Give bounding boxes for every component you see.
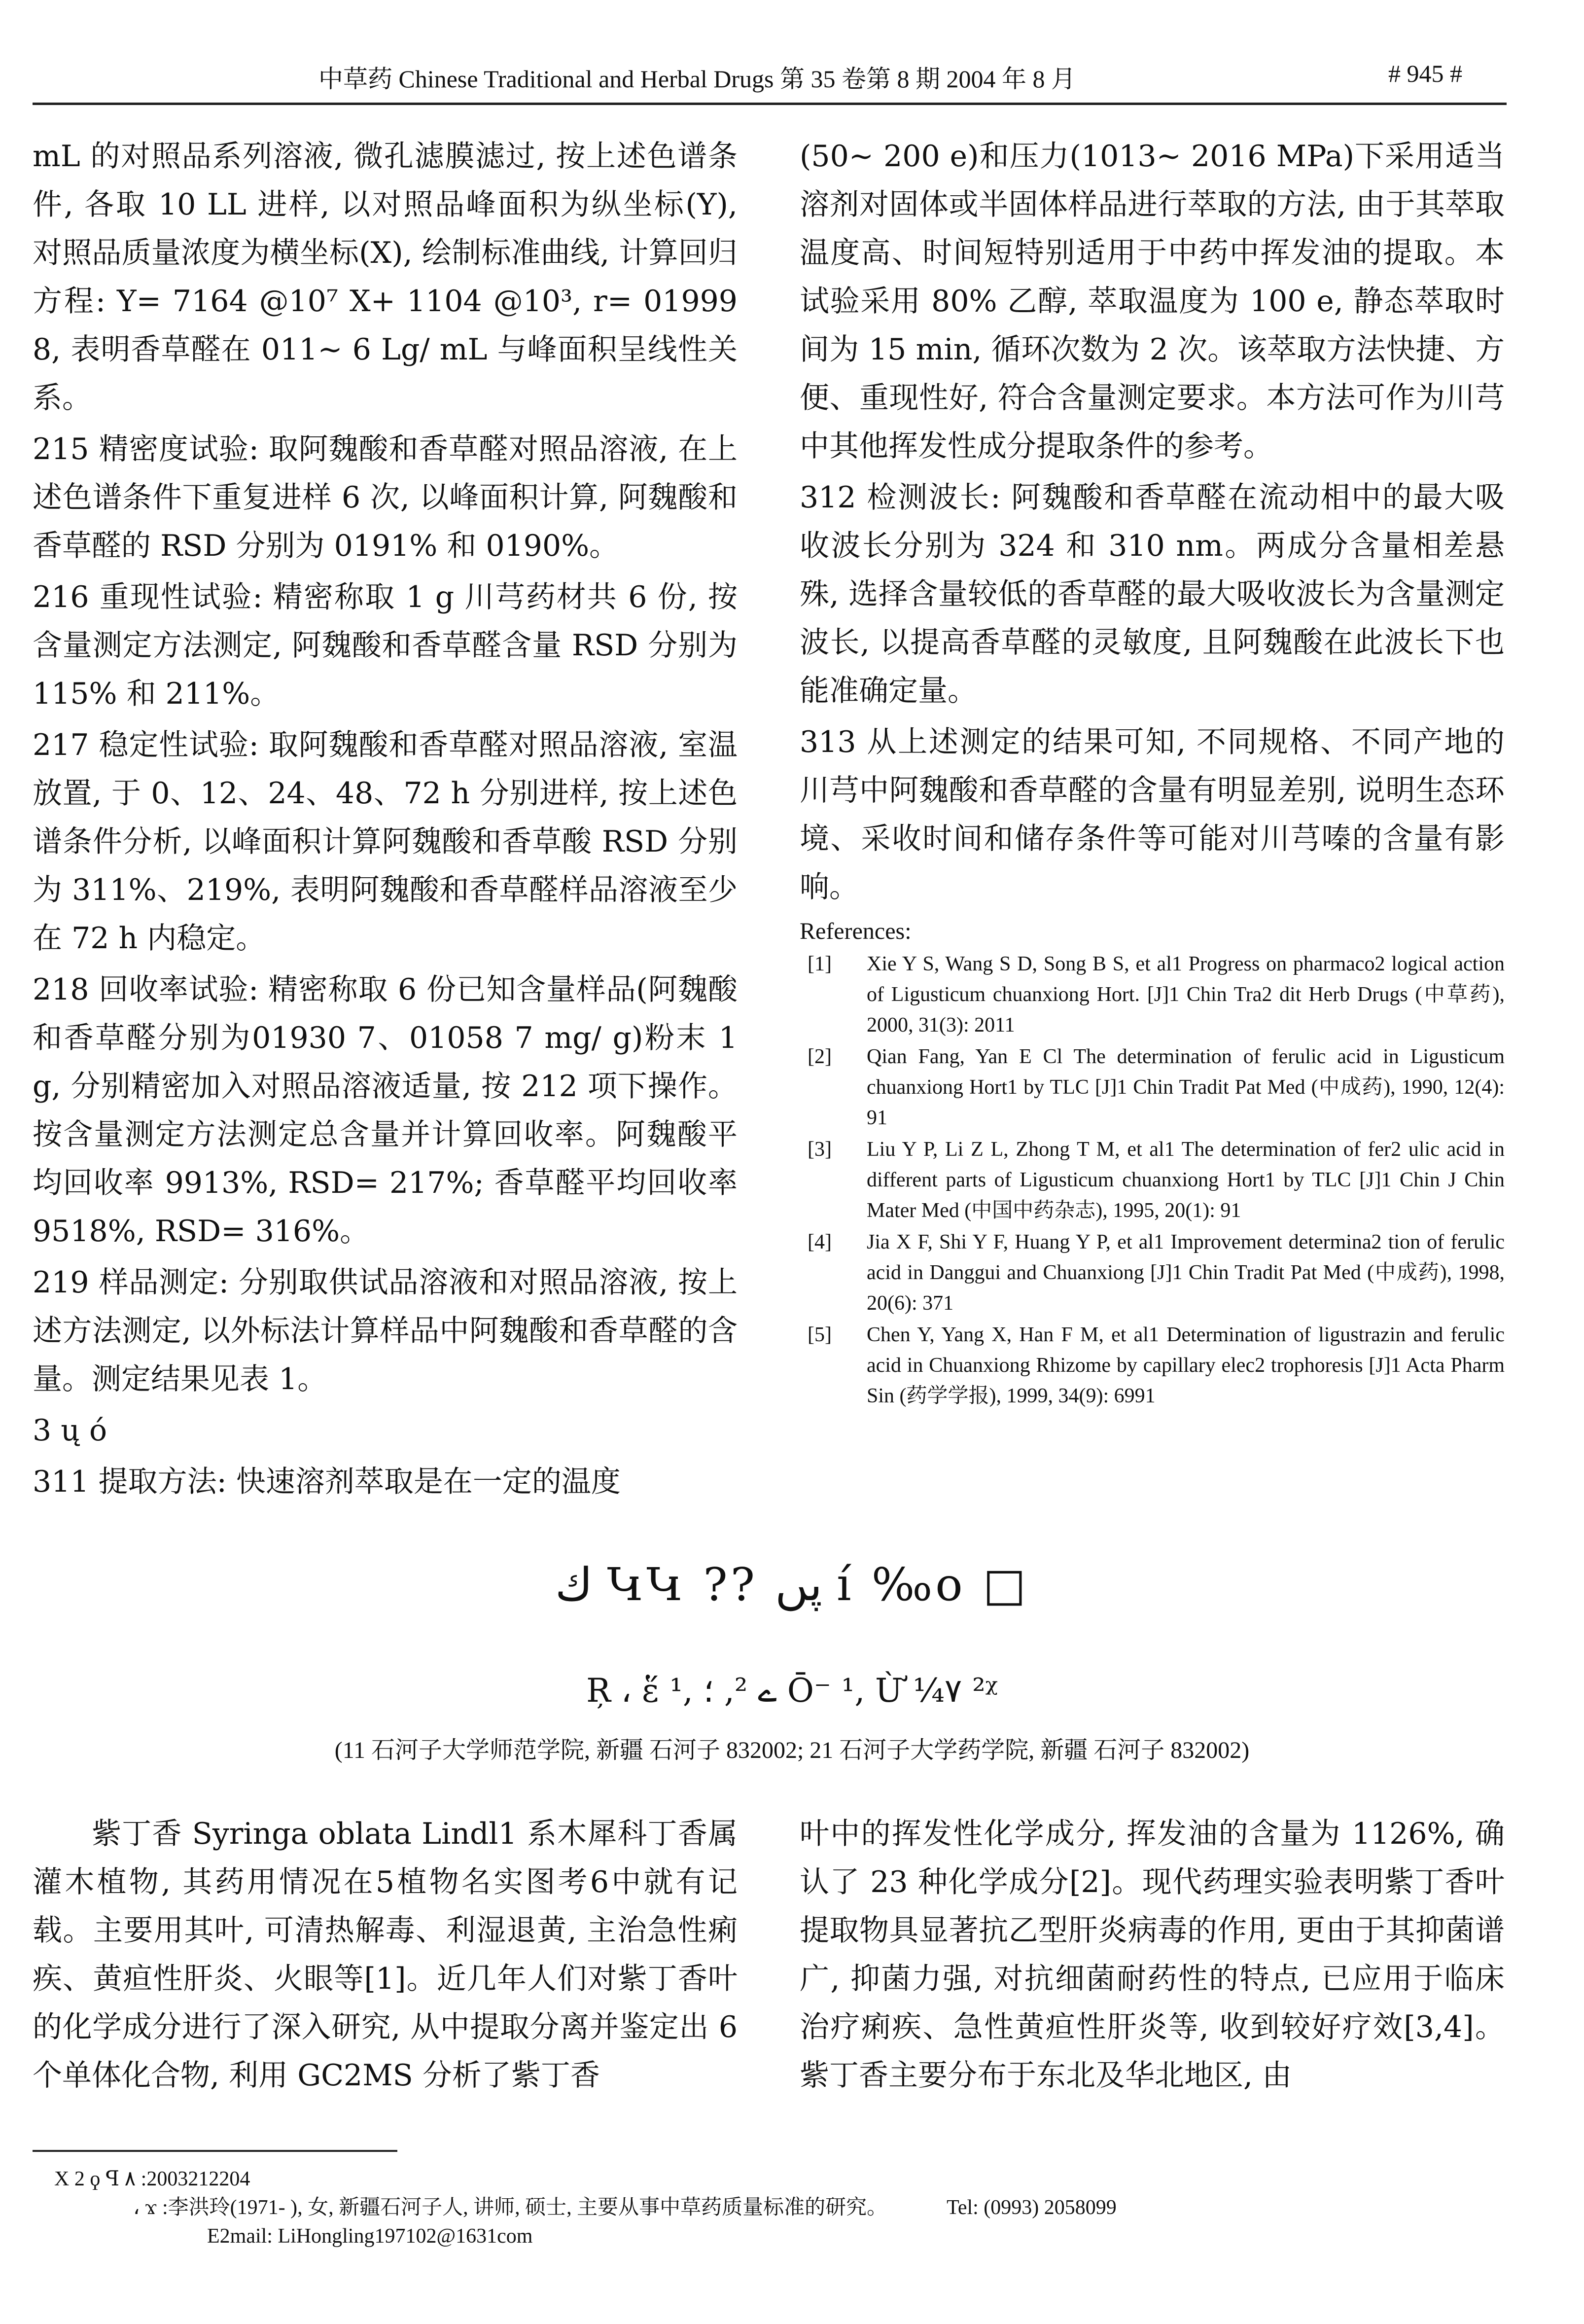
left-column-top [33, 132, 738, 1509]
paragraph: 叶中的挥发性化学成分, 挥发油的含量为 1126%, 确认了 23 种化学成分[2]。现代药理实验表明紫丁香叶提取物具显著抗乙型肝炎病毒的作用, 更由于其抑菌谱广, 抑菌力强, 对抗细菌耐药性的特点, 已应用于临床治疗痢疾、急性黄疸性肝炎等, 收到较好疗效[3,4]。紫丁香主要分布于东北及华北地区, 由 [800, 1817, 1505, 2093]
article-affiliation: (11 石河子大学师范学院, 新疆 石河子 832002; 21 石河子大学药学院, 新疆 石河子 832002) [334, 1737, 1250, 1763]
references-title: References: [800, 918, 912, 944]
reference-number: [5] [808, 1323, 832, 1346]
right-column-top [800, 132, 1505, 1412]
journal-info: 中草药 Chinese Traditional and Herbal Drugs 第 35 卷第 8 期 2004 年 8 月 [318, 65, 1076, 93]
reference-text: Xie Y S, Wang S D, Song B S, et al1 Progress on pharmaco2 logical action of Ligusticum chuanxiong Hort. [J]1 Chin Tra2 dit Herb Drugs (中草药), 2000, 31(3): 2011 [867, 953, 1505, 1037]
paragraph: 216 重现性试验: 精密称取 1 g 川芎药材共 6 份, 按含量测定方法测定, 阿魏酸和香草醛含量 RSD 分别为 115% 和 211%。 [33, 580, 738, 711]
footnotes [54, 2165, 1484, 2251]
reference-number: [3] [808, 1138, 832, 1161]
reference-number: [2] [808, 1045, 832, 1068]
paragraph: (50~ 200 e)和压力(1013~ 2016 MPa)下采用适当溶剂对固体或半固体样品进行萃取的方法, 由于其萃取温度高、时间短特别适用于中药中挥发油的提取。本试验采用 80% 乙醇, 萃取温度为 100 e, 静态萃取时间为 15 min, 循环次数为 2 次。该萃取方法快捷、方便、重现性好, 符合含量测定要求。本方法可作为川芎中其他挥发性成分提取条件的参考。 [800, 139, 1505, 464]
section-heading: 3 ų ó [33, 1413, 107, 1448]
reference-number: [4] [808, 1231, 832, 1253]
reference-number: [1] [808, 953, 832, 975]
reference-text: Jia X F, Shi Y F, Huang Y P, et al1 Improvement determina2 tion of ferulic acid in Danggui and Chuanxiong [J]1 Chin Tradit Pat Med (中成药), 1998, 20(6): 371 [867, 1231, 1505, 1315]
article-authors: Ŗ ، ἕ ¹, ے ², ؛ Ō⁻ ¹, Ừ ¼۷ ²ᵡ [586, 1672, 998, 1710]
reference-item [800, 949, 1505, 1040]
footnote-author: ، ϫ :李洪玲(1971- ), 女, 新疆石河子人, 讲师, 硕士, 主要从事中草药质量标准的研究。 [133, 2196, 888, 2219]
paragraph: 311 提取方法: 快速溶剂萃取是在一定的温度 [33, 1465, 621, 1499]
paragraph: 312 检测波长: 阿魏酸和香草醛在流动相中的最大吸收波长分别为 324 和 310 nm。两成分含量相差悬殊, 选择含量较低的香草醛的最大吸收波长为含量测定波长, 以提高香草醛的灵敏度, 且阿魏酸在此波长下也能准确定量。 [800, 480, 1505, 708]
paragraph: 217 稳定性试验: 取阿魏酸和香草醛对照品溶液, 室温放置, 于 0、12、24、48、72 h 分别进样, 按上述色谱条件分析, 以峰面积计算阿魏酸和香草酸 RSD 分别为 311%、219%, 表明阿魏酸和香草醛样品溶液至少在 72 h 内稳定。 [33, 728, 738, 956]
reference-text: Qian Fang, Yan E Cl The determination of ferulic acid in Ligusticum chuanxiong Hort1 by TLC [J]1 Chin Tradit Pat Med (中成药), 1990, 12(4): 91 [867, 1045, 1505, 1129]
left-column-bottom [33, 1810, 738, 2103]
paragraph: 218 回收率试验: 精密称取 6 份已知含量样品(阿魏酸和香草醛分别为01930 7、01058 7 mg/ g)粉末 1 g, 分别精密加入对照品溶液适量, 按 212 项下操作。按含量测定方法测定总含量并计算回收率。阿魏酸平均回收率 9913%, RSD= 217%; 香草醛平均回收率 9518%, RSD= 316%。 [33, 972, 738, 1249]
right-column-bottom [800, 1810, 1505, 2103]
paragraph: mL 的对照品系列溶液, 微孔滤膜滤过, 按上述色谱条件, 各取 10 LL 进样, 以对照品峰面积为纵坐标(Y), 对照品质量浓度为横坐标(X), 绘制标准曲线, 计算回归方程: Y= 7164 @10⁷ X+ 1104 @10³, r= 01999 8, 表明香草醛在 011~ 6 Lg/ mL 与峰面积呈线性关系。 [33, 139, 738, 415]
paragraph: 313 从上述测定的结果可知, 不同规格、不同产地的川芎中阿魏酸和香草醛的含量有明显差别, 说明生态环境、采收时间和储存条件等可能对川芎嗪的含量有影响。 [800, 725, 1505, 904]
reference-item [800, 1320, 1505, 1411]
article-title: ك ԿԿ ?? پں í ‰ο □ [555, 1558, 1029, 1611]
running-header [33, 58, 1507, 105]
footnote-divider [33, 2150, 397, 2152]
reference-item [800, 1134, 1505, 1226]
footnote-tel: Tel: (0993) 2058099 [947, 2196, 1117, 2219]
footnote-received: X 2 ϙ ꟼ ۸ :2003212204 [54, 2168, 250, 2190]
paragraph: 紫丁香 Syringa oblata Lindl1 系木犀科丁香属灌木植物, 其药用情况在5植物名实图考6中就有记载。主要用其叶, 可清热解毒、利湿退黄, 主治急性痢疾、黄疸性肝炎、火眼等[1]。近几年人们对紫丁香叶的化学成分进行了深入研究, 从中提取分离并鉴定出 6 个单体化合物, 利用 GC2MS 分析了紫丁香 [33, 1817, 738, 2093]
paragraph: 215 精密度试验: 取阿魏酸和香草醛对照品溶液, 在上述色谱条件下重复进样 6 次, 以峰面积计算, 阿魏酸和香草醛的 RSD 分别为 0191% 和 0190%。 [33, 432, 738, 563]
footnote-email: E2mail: LiHongling197102@1631com [207, 2225, 533, 2248]
reference-item [800, 1227, 1505, 1319]
reference-item [800, 1041, 1505, 1133]
footnote-author-line [54, 2193, 1484, 2222]
page-number: # 945 # [1388, 60, 1462, 87]
reference-text: Chen Y, Yang X, Han F M, et al1 Determination of ligustrazin and ferulic acid in Chuanxiong Rhizome by capillary elec2 trophoresis [J]1 Acta Pharm Sin (药学学报), 1999, 34(9): 6991 [867, 1323, 1505, 1407]
paragraph: 219 样品测定: 分别取供试品溶液和对照品溶液, 按上述方法测定, 以外标法计算样品中阿魏酸和香草醛的含量。测定结果见表 1。 [33, 1265, 738, 1396]
reference-text: Liu Y P, Li Z L, Zhong T M, et al1 The determination of fer2 ulic acid in different parts of Ligusticum chuanxiong Hort1 by TLC [J]1 Chin J Chin Mater Med (中国中药杂志), 1995, 20(1): 91 [867, 1138, 1505, 1222]
